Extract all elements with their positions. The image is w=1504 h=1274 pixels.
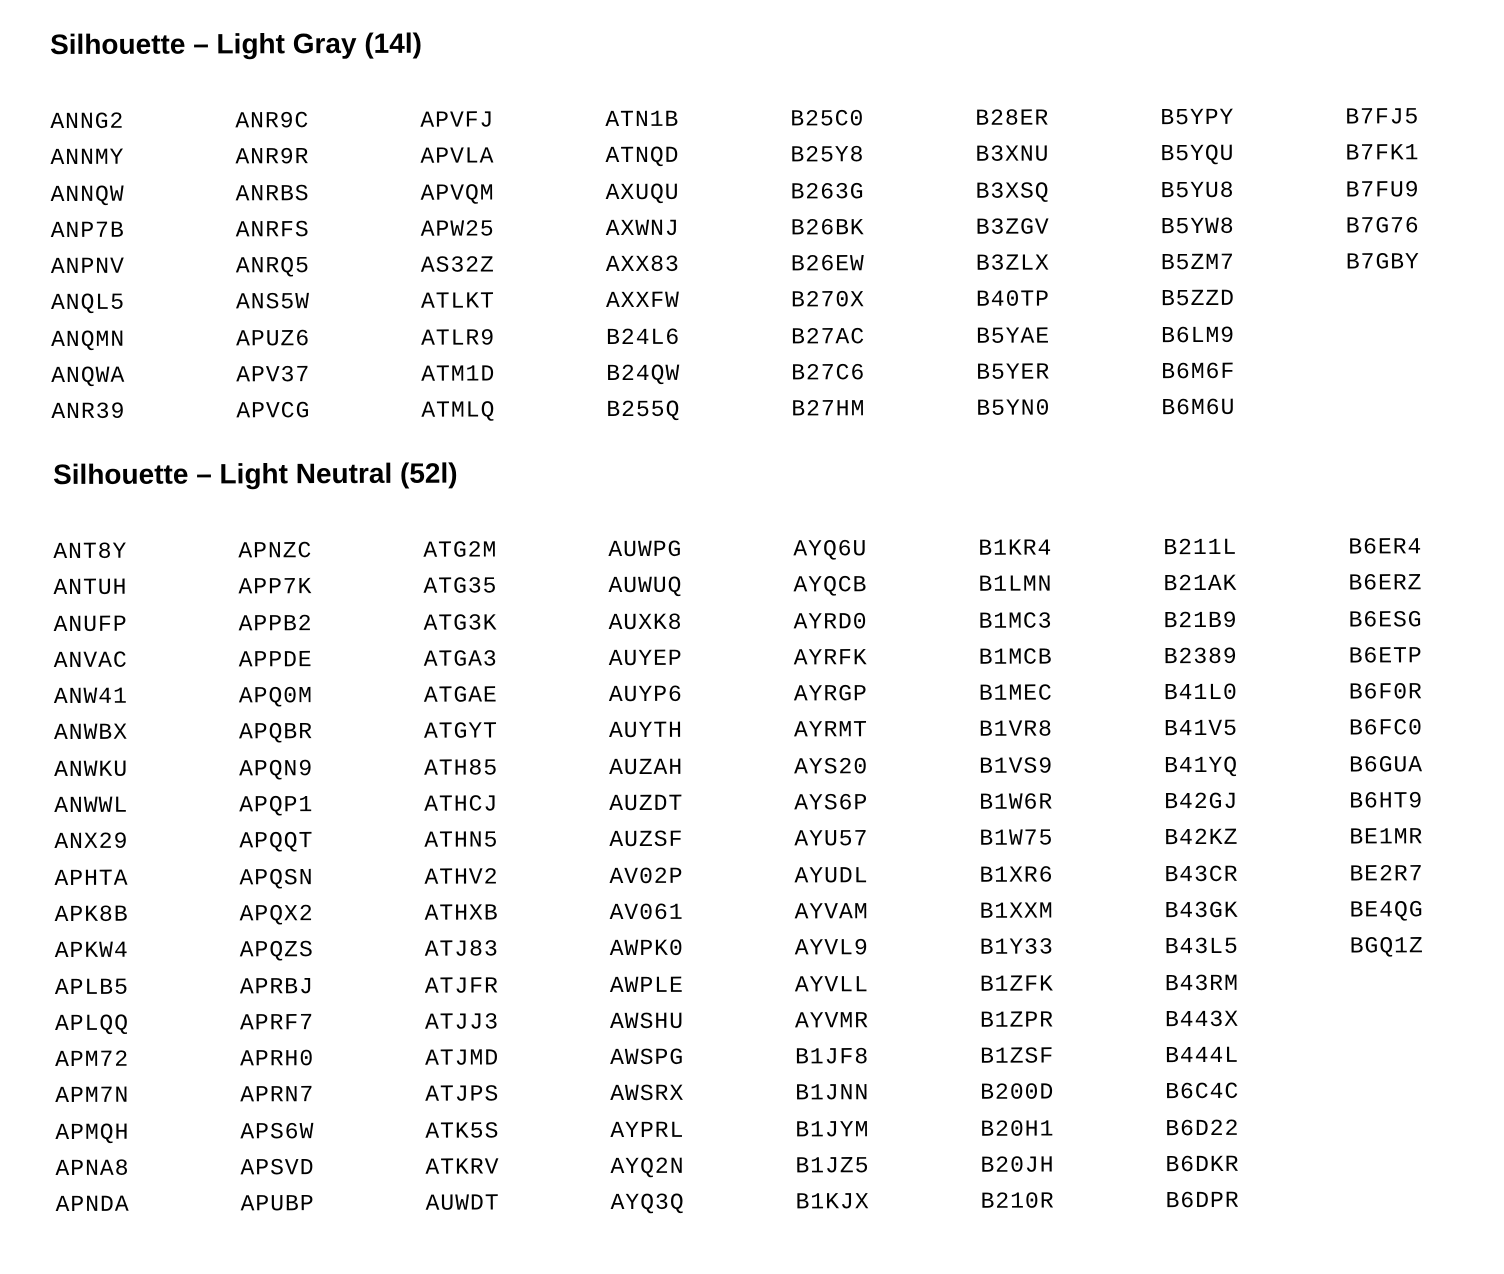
product-code: B1JYM — [795, 1116, 870, 1144]
product-code: ATLKT — [420, 288, 496, 316]
product-code: APQ0M — [238, 683, 313, 710]
product-code: ANQMN — [51, 326, 126, 353]
product-code: APQZS — [239, 937, 314, 964]
product-code: B25Y8 — [790, 142, 865, 169]
product-code: APLB5 — [54, 974, 129, 1001]
product-code: BGQ1Z — [1349, 933, 1424, 960]
product-code: ANPNV — [50, 253, 125, 281]
product-code: AYVLL — [794, 971, 869, 998]
product-code: ATK5S — [425, 1118, 500, 1145]
product-code: B6GUA — [1349, 752, 1424, 779]
product-code: AXX83 — [605, 251, 680, 279]
product-code: B1KR4 — [978, 535, 1053, 562]
product-code: ATJJ3 — [424, 1009, 500, 1036]
product-code: AYRGP — [793, 681, 868, 708]
product-code: AUZSF — [609, 827, 684, 854]
product-code: B27HM — [791, 396, 866, 423]
product-code: B6ESG — [1348, 606, 1423, 634]
product-code: B43RM — [1164, 970, 1239, 997]
product-code: ANT8Y — [53, 538, 128, 565]
product-code: B1MCB — [978, 644, 1053, 671]
product-code: APNA8 — [55, 1155, 130, 1183]
product-code: B20H1 — [980, 1116, 1055, 1143]
product-code: AUYP6 — [608, 681, 683, 709]
product-code: AUZDT — [609, 790, 684, 818]
product-code: B1LMN — [978, 571, 1053, 599]
product-code: AUWDT — [425, 1190, 500, 1218]
product-code: B6DPR — [1165, 1188, 1240, 1215]
product-code: AYS6P — [794, 790, 869, 817]
product-code: AYRMT — [793, 717, 869, 744]
product-code: AYQ6U — [793, 536, 868, 563]
product-code: ATG35 — [423, 573, 498, 601]
product-code: AYQ3Q — [610, 1190, 685, 1217]
product-code: ANRQ5 — [235, 253, 310, 280]
product-code: ANNMY — [50, 145, 125, 172]
product-code: ANNG2 — [50, 108, 125, 135]
product-code: B1MEC — [978, 680, 1053, 707]
product-code: AUWPG — [608, 536, 683, 564]
product-code: B1ZFK — [979, 971, 1054, 998]
product-code: ANR9C — [235, 108, 310, 135]
product-code: B5ZZD — [1160, 286, 1236, 313]
product-code: AYQ2N — [610, 1153, 685, 1181]
product-code: APW25 — [420, 216, 495, 243]
product-code: ATH85 — [424, 755, 499, 782]
product-code: AXXFW — [605, 288, 681, 315]
product-code: B255Q — [606, 397, 681, 424]
product-code: B1JNN — [795, 1080, 870, 1107]
product-code: ATN1B — [605, 106, 680, 134]
product-code: APS6W — [240, 1118, 315, 1146]
product-code: ATJFR — [424, 973, 499, 1000]
product-code: B24QW — [606, 360, 681, 388]
product-code: APQP1 — [239, 792, 314, 819]
product-code: B3ZGV — [975, 214, 1050, 241]
product-code: B1Y33 — [979, 934, 1054, 962]
product-code: AUYEP — [608, 645, 683, 672]
product-code: ANRBS — [235, 180, 310, 207]
product-code: APUBP — [240, 1191, 315, 1218]
product-code: AUXK8 — [608, 609, 683, 636]
product-code: APVCG — [236, 398, 311, 425]
product-code: AV061 — [609, 899, 684, 927]
product-code: ATJ83 — [424, 936, 499, 963]
product-code: B28ER — [975, 105, 1050, 132]
product-code: B1JF8 — [795, 1044, 870, 1071]
product-code: AXUQU — [605, 179, 680, 206]
product-code: B270X — [790, 287, 866, 314]
product-code: ANQL5 — [50, 290, 126, 317]
product-code: ATJPS — [425, 1081, 500, 1109]
product-code: B24L6 — [606, 324, 681, 351]
product-code: B6M6U — [1161, 395, 1236, 422]
product-code: APP7K — [238, 574, 313, 601]
product-code: AWPK0 — [609, 936, 684, 963]
product-code: B6M6F — [1161, 358, 1236, 386]
product-code: APLQQ — [54, 1010, 130, 1037]
product-code: AWSHU — [609, 1008, 685, 1035]
product-code: ATHN5 — [424, 827, 499, 855]
product-code: ATGAE — [423, 682, 498, 709]
product-code: APNDA — [55, 1192, 130, 1219]
product-code: B27AC — [791, 323, 866, 351]
product-code: B263G — [790, 178, 865, 206]
product-code: ATHXB — [424, 900, 499, 927]
product-code: APSVD — [240, 1155, 315, 1182]
product-code: BE1MR — [1349, 824, 1424, 851]
product-code: B7FK1 — [1345, 140, 1420, 167]
section-title: Silhouette – Light Neutral (52l) — [53, 457, 458, 490]
product-code: B25C0 — [790, 106, 865, 133]
product-code: ANX29 — [54, 829, 129, 856]
product-code: ATGA3 — [423, 646, 498, 673]
product-code: ATJMD — [425, 1045, 500, 1072]
product-code: APVLA — [420, 143, 495, 171]
product-code: ANNQW — [50, 181, 125, 208]
product-code: APPDE — [238, 646, 313, 674]
product-code: AYRFK — [793, 645, 868, 672]
product-code: B5YAE — [976, 323, 1051, 350]
product-code: ANTUH — [53, 575, 128, 602]
product-code: APRN7 — [240, 1082, 315, 1109]
product-code: AYVAM — [794, 899, 869, 926]
product-code: ATG2M — [423, 537, 498, 564]
product-code: B5YN0 — [976, 395, 1051, 423]
product-code: BE2R7 — [1349, 860, 1424, 888]
product-code: ANVAC — [53, 647, 128, 674]
product-code: B5YPY — [1160, 104, 1235, 132]
product-code: APV37 — [236, 362, 311, 389]
product-code: AYRD0 — [793, 608, 868, 636]
product-code: AWSRX — [610, 1081, 685, 1108]
product-code: B41YQ — [1164, 752, 1239, 779]
product-code: B1W6R — [979, 789, 1054, 816]
product-code: B1ZPR — [979, 1007, 1055, 1034]
product-code: B1VR8 — [978, 716, 1054, 744]
product-code: APVFJ — [420, 107, 495, 134]
product-code: B7G76 — [1345, 213, 1420, 240]
product-code: B1W75 — [979, 825, 1054, 853]
product-code: APQX2 — [239, 901, 314, 928]
product-code: B5YW8 — [1160, 213, 1235, 241]
product-code: APRF7 — [239, 1009, 315, 1037]
product-code: B5YQU — [1160, 141, 1235, 168]
product-code: AWPLE — [609, 972, 684, 999]
product-code: AYVL9 — [794, 935, 869, 962]
product-code: ATNQD — [605, 143, 680, 170]
product-code: AUZAH — [609, 754, 684, 781]
product-code: AXWNJ — [605, 215, 680, 242]
product-code: ATHCJ — [424, 791, 499, 818]
product-code: B7GBY — [1345, 249, 1420, 276]
product-code: ATKRV — [425, 1154, 500, 1181]
product-code: APQBR — [238, 719, 314, 746]
product-code: ANWWL — [54, 792, 129, 820]
product-code: APVQM — [420, 180, 495, 207]
product-code: B1XR6 — [979, 862, 1054, 889]
product-code: B20JH — [980, 1152, 1055, 1179]
product-code: B6ERZ — [1348, 570, 1423, 597]
product-code: AYS20 — [794, 753, 869, 781]
product-code: BE4QG — [1349, 897, 1424, 924]
product-code: AYVMR — [794, 1008, 870, 1035]
product-code: AYUDL — [794, 862, 869, 890]
product-code: B1JZ5 — [795, 1153, 870, 1180]
product-code: B444L — [1165, 1043, 1240, 1070]
product-code: B21B9 — [1163, 607, 1238, 634]
product-code: B1MC3 — [978, 608, 1053, 635]
product-code: APRH0 — [240, 1046, 315, 1073]
product-code: ANP7B — [50, 217, 125, 244]
product-code: ANR9R — [235, 144, 310, 171]
product-code: B7FU9 — [1345, 176, 1420, 204]
product-code: B1XXM — [979, 898, 1054, 925]
product-code: APM7N — [55, 1083, 130, 1110]
product-code: ATHV2 — [424, 864, 499, 891]
product-code: B6C4C — [1165, 1079, 1240, 1106]
product-code: AYPRL — [610, 1117, 685, 1144]
code-list — [53, 529, 1504, 1224]
product-code: B3XNU — [975, 141, 1050, 169]
product-code: B6ETP — [1348, 643, 1423, 670]
product-code: B210R — [980, 1188, 1055, 1216]
product-code: B6FC0 — [1348, 715, 1424, 742]
product-code: B26BK — [790, 215, 865, 242]
product-code: ATG3K — [423, 610, 498, 637]
product-code: ATLR9 — [421, 325, 496, 352]
product-code: B40TP — [975, 286, 1051, 314]
product-code: ATM1D — [421, 361, 496, 388]
product-code: B3ZLX — [975, 250, 1050, 277]
product-code: B200D — [980, 1079, 1055, 1107]
product-code: AS32Z — [420, 252, 495, 279]
product-code: AYU57 — [794, 826, 869, 853]
product-code: B6HT9 — [1349, 788, 1424, 815]
product-code: B6DKR — [1165, 1151, 1240, 1179]
product-code: B2389 — [1163, 643, 1238, 671]
product-code: B1KJX — [795, 1189, 870, 1216]
product-code: B6LM9 — [1161, 322, 1236, 349]
product-code: AUWUQ — [608, 573, 683, 600]
product-code: ANW41 — [53, 683, 128, 711]
product-code: ANS5W — [235, 289, 311, 316]
product-code: B41L0 — [1163, 680, 1238, 707]
product-code: B1ZSF — [980, 1043, 1055, 1070]
product-code: APK8B — [54, 901, 129, 928]
product-code: APMQH — [55, 1119, 130, 1146]
product-code: ANWBX — [53, 720, 129, 747]
product-code: APQQT — [239, 828, 314, 855]
product-code: APNZC — [238, 538, 313, 565]
product-code: B43L5 — [1164, 934, 1239, 961]
product-code: B443X — [1164, 1006, 1240, 1033]
product-code: B21AK — [1163, 571, 1238, 598]
product-code: ANQWA — [51, 362, 126, 390]
code-list — [50, 99, 1504, 431]
product-code: B3XSQ — [975, 178, 1050, 205]
section-light-gray — [50, 27, 1420, 426]
product-code: B6F0R — [1348, 679, 1423, 706]
product-code: AV02P — [609, 863, 684, 890]
product-code: APM72 — [55, 1046, 130, 1074]
product-code: ANWKU — [54, 756, 129, 783]
product-code: AWSPG — [610, 1044, 685, 1072]
product-code: B41V5 — [1163, 716, 1239, 743]
product-code: B42KZ — [1164, 825, 1239, 852]
product-code: APHTA — [54, 865, 129, 892]
product-code: APRBJ — [239, 973, 314, 1000]
product-code: B43GK — [1164, 897, 1239, 925]
product-code: B43CR — [1164, 861, 1239, 888]
product-code: APUZ6 — [236, 325, 311, 353]
product-code: B26EW — [790, 251, 865, 278]
product-code: APKW4 — [54, 938, 129, 965]
product-code: ANUFP — [53, 611, 128, 638]
product-code: B7FJ5 — [1345, 104, 1420, 131]
product-code: APQSN — [239, 864, 314, 892]
product-code: B5YU8 — [1160, 177, 1235, 204]
product-code: B42GJ — [1164, 788, 1239, 816]
product-code: ANRFS — [235, 216, 310, 244]
product-code: B6D22 — [1165, 1115, 1240, 1142]
section-title: Silhouette – Light Gray (14l) — [50, 27, 422, 60]
product-code: AUYTH — [608, 718, 684, 745]
product-code: B1VS9 — [979, 753, 1054, 780]
product-code: B27C6 — [791, 360, 866, 387]
product-code: B211L — [1163, 534, 1238, 562]
product-code: ATGYT — [423, 718, 499, 746]
product-code: B5YER — [976, 359, 1051, 386]
section-light-neutral — [53, 457, 1424, 1219]
product-code: ANR39 — [51, 399, 126, 426]
product-code: APQN9 — [239, 755, 314, 783]
product-code: B5ZM7 — [1160, 250, 1235, 277]
product-code: APPB2 — [238, 610, 313, 637]
product-code: ATMLQ — [421, 397, 496, 425]
product-code: AYQCB — [793, 572, 868, 599]
product-code: B6ER4 — [1348, 534, 1423, 561]
